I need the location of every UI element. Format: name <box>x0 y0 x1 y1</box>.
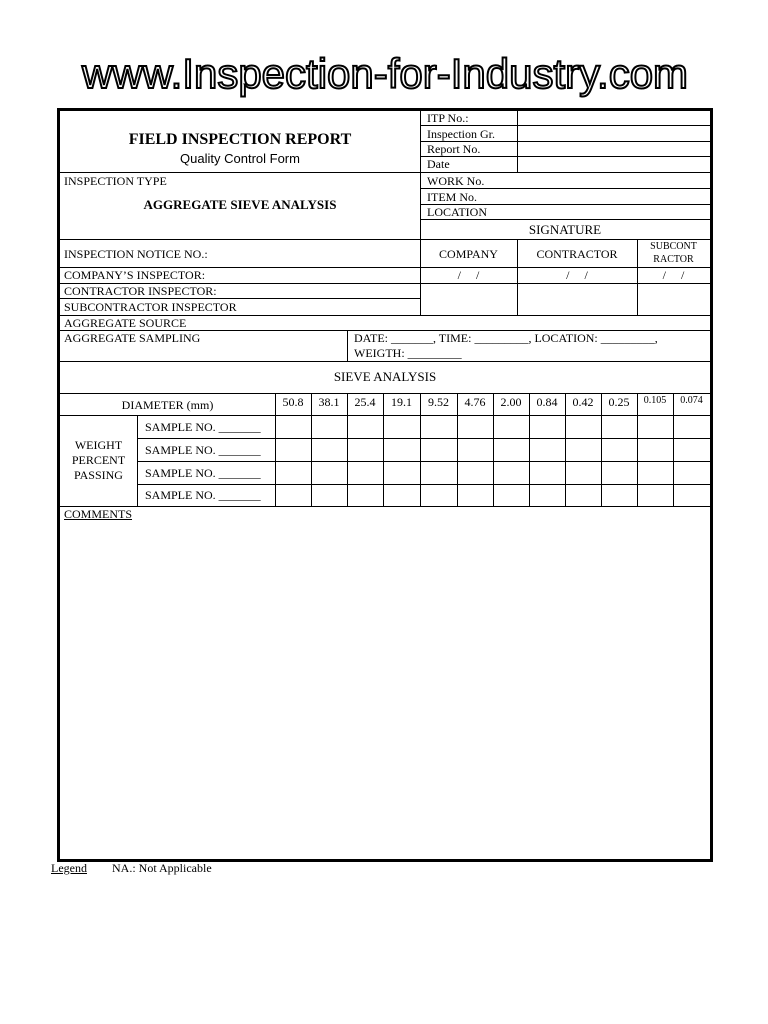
work-no-label: WORK No. <box>427 174 485 188</box>
rule <box>60 298 420 299</box>
rule <box>347 393 348 506</box>
diameter-value: 9.52 <box>428 395 449 409</box>
rule <box>493 393 494 506</box>
rule <box>420 219 710 220</box>
sample-label: SAMPLE NO. _______ <box>145 420 261 434</box>
rule <box>673 393 674 506</box>
sieve-analysis-heading: SIEVE ANALYSIS <box>333 369 437 384</box>
rule <box>637 393 638 506</box>
rule <box>420 125 710 126</box>
diameter-value: 0.25 <box>608 395 630 409</box>
rule <box>347 330 348 361</box>
rule <box>420 188 710 189</box>
company-date-slashes: / / <box>457 268 480 282</box>
rule <box>420 393 421 506</box>
sample-label: SAMPLE NO. _______ <box>145 488 261 502</box>
company-inspector-label: COMPANY’S INSPECTOR: <box>64 268 206 282</box>
legend-text: NA.: Not Applicable <box>112 861 212 875</box>
diameter-value: 0.84 <box>536 395 558 409</box>
rule <box>457 393 458 506</box>
aggregate-sampling-label: AGGREGATE SAMPLING <box>64 331 201 345</box>
rule <box>60 172 710 173</box>
diameter-value: 50.8 <box>282 395 304 409</box>
contractor-inspector-label: CONTRACTOR INSPECTOR: <box>64 284 217 298</box>
contractor-date-slashes: / / <box>566 268 588 282</box>
watermark-banner <box>60 48 710 102</box>
sampling-weigth-line: WEIGTH: _________ <box>354 346 462 360</box>
company-heading: COMPANY <box>439 247 498 261</box>
diameter-value: 0.074 <box>680 395 703 406</box>
inspection-notice-label: INSPECTION NOTICE NO.: <box>64 247 208 261</box>
rule <box>60 506 710 507</box>
rule <box>420 110 421 239</box>
sample-label: SAMPLE NO. _______ <box>145 443 261 457</box>
weight-label-3: PASSING <box>74 468 123 482</box>
rule <box>60 361 710 362</box>
diameter-value: 0.42 <box>572 395 594 409</box>
rule <box>565 393 566 506</box>
diameter-value: 25.4 <box>354 395 376 409</box>
report-no-label: Report No. <box>427 142 481 156</box>
diameter-value: 4.76 <box>464 395 486 409</box>
comments-label: COMMENTS <box>64 507 133 521</box>
location-label: LOCATION <box>427 205 487 219</box>
weight-label-1: WEIGHT <box>74 438 123 452</box>
subcontractor-date-slashes: / / <box>662 268 685 282</box>
diameter-value: 38.1 <box>318 395 340 409</box>
rule <box>60 239 710 240</box>
rule <box>137 484 710 485</box>
inspection-type-value: AGGREGATE SIEVE ANALYSIS <box>143 197 337 212</box>
rule <box>383 393 384 506</box>
subcontractor-inspector-label: SUBCONTRACTOR INSPECTOR <box>64 300 237 314</box>
date-label: Date <box>427 157 450 171</box>
rule <box>311 393 312 506</box>
itp-no-label: ITP No.: <box>427 111 469 125</box>
rule <box>601 393 602 506</box>
rule <box>60 415 710 416</box>
subcontractor-heading-1: SUBCONT <box>650 241 697 252</box>
rule <box>420 156 710 157</box>
inspection-type-label: INSPECTION TYPE <box>64 174 167 188</box>
aggregate-source-label: AGGREGATE SOURCE <box>64 316 187 330</box>
diameter-value: 2.00 <box>500 395 522 409</box>
legend-label: Legend <box>51 861 87 875</box>
diameter-value: 19.1 <box>391 395 412 409</box>
diameter-label: DIAMETER (mm) <box>121 398 214 412</box>
rule <box>137 415 138 506</box>
watermark-text: www.Inspection-for-Industry.com <box>81 50 689 97</box>
item-no-label: ITEM No. <box>427 190 477 204</box>
contractor-heading: CONTRACTOR <box>536 247 618 261</box>
rule <box>137 438 710 439</box>
sample-label: SAMPLE NO. _______ <box>145 466 261 480</box>
rule <box>60 393 710 394</box>
rule <box>529 393 530 506</box>
report-subtitle: Quality Control Form <box>180 151 300 166</box>
weight-label-2: PERCENT <box>71 453 126 467</box>
subcontractor-heading-2: RACTOR <box>653 254 694 265</box>
rule <box>517 110 518 172</box>
rule <box>137 461 710 462</box>
inspection-gr-label: Inspection Gr. <box>427 127 495 141</box>
signature-heading: SIGNATURE <box>528 222 602 237</box>
sampling-date-line: DATE: _______, TIME: _________, LOCATION: _________, <box>354 331 658 345</box>
diameter-value: 0.105 <box>643 395 667 406</box>
rule <box>275 393 276 506</box>
report-title: FIELD INSPECTION REPORT <box>128 131 352 148</box>
